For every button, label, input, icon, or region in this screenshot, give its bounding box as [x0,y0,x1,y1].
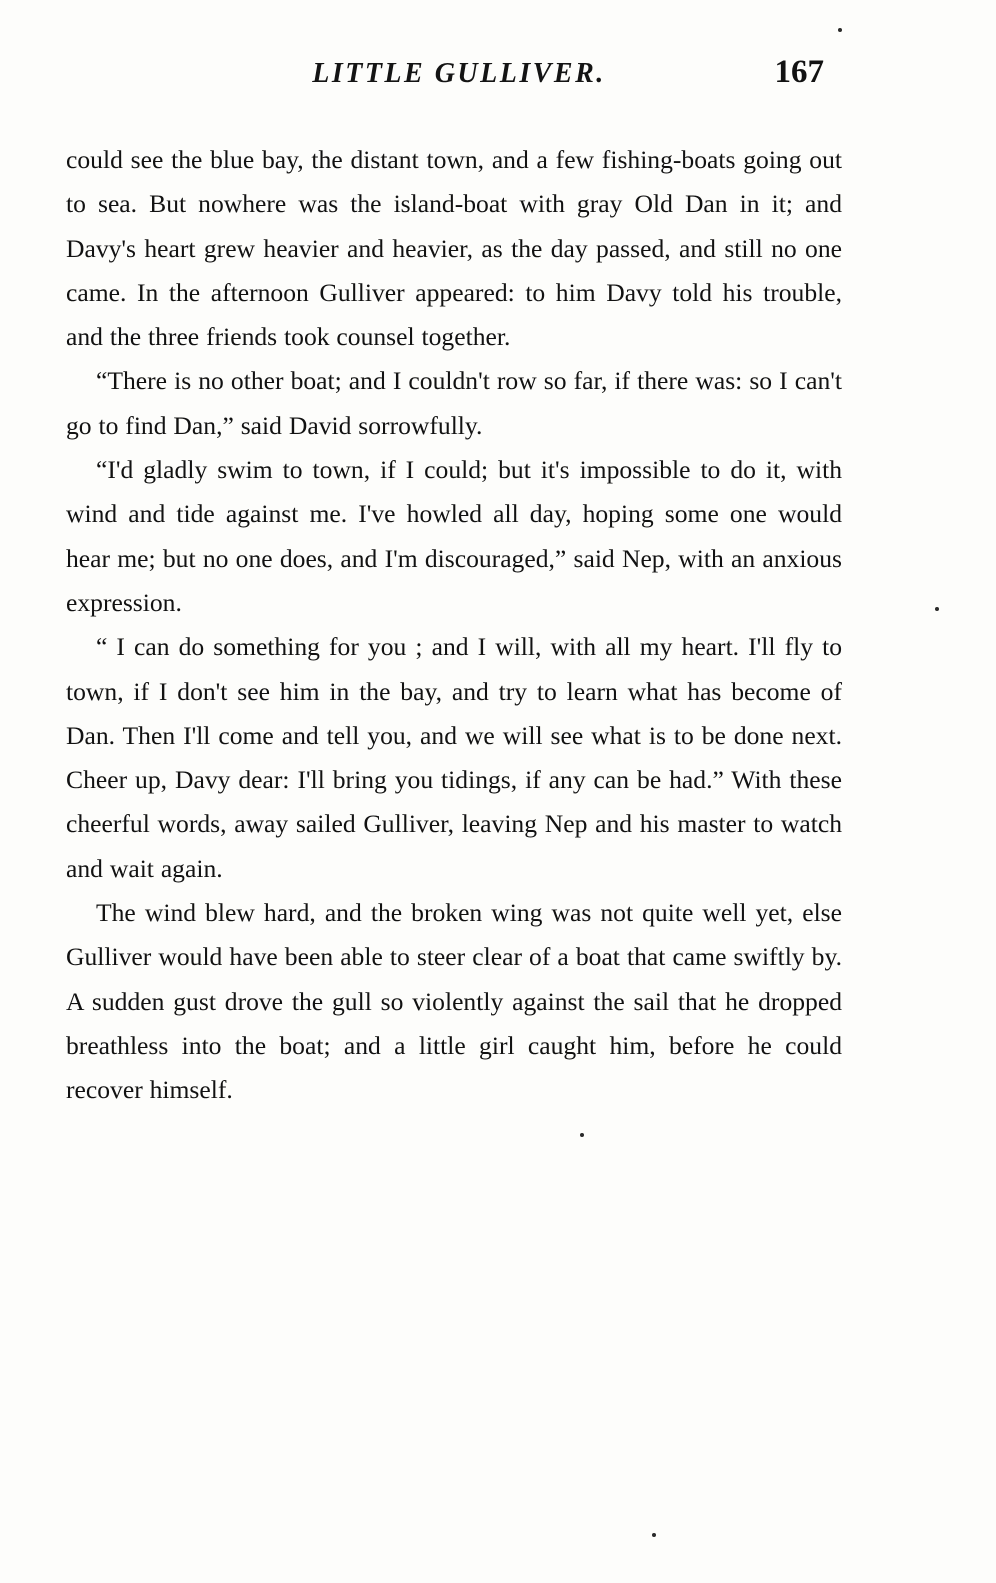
page-speck-mark [935,607,939,611]
page-speck-mark [652,1533,656,1537]
paragraph: “There is no other boat; and I couldn't row so far, if there was: so I can't go to find Dan,” said David sorrowfully. [66,366,842,440]
paragraph: The wind blew hard, and the broken wing was not quite well yet, else Gulliver would have been able to steer clear of a boat that came swiftly by. A sudden gust drove the gull so violently against the sail that he dropped breathless into the boat; and a little girl caught him, before he could recover himself. [66,898,842,1105]
paragraph: could see the blue bay, the distant town, and a few fishing-boats going out to sea. But nowhere was the island-boat with gray Old Dan in it; and Davy's heart grew heavier and heavier, as the day passed, and still no one came. In the afternoon Gulliver appeared: to him Davy told his trouble, and the three friends took counsel together. [66,145,842,352]
paragraph: “I'd gladly swim to town, if I could; but it's impossible to do it, with wind and tide against me. I've howled all day, hoping some one would hear me; but no one does, and I'm discouraged,” said Nep, with an anxious expression. [66,455,842,617]
page-speck-mark [580,1133,584,1137]
page-title: LITTLE GULLIVER. [312,58,606,89]
page-speck-mark [838,28,842,32]
running-head [64,54,932,104]
paragraph: “ I can do something for you ; and I will, with all my heart. I'll fly to town, if I don't see him in the bay, and try to learn what has become of Dan. Then I'll come and tell you, and we will see what is to be done next. Cheer up, Davy dear: I'll bring you tidings, if any can be had.” With these cheerful words, away sailed Gulliver, leaving Nep and his master to watch and wait again. [66,632,842,883]
page-number: 167 [774,54,824,90]
page-body [66,138,842,1113]
